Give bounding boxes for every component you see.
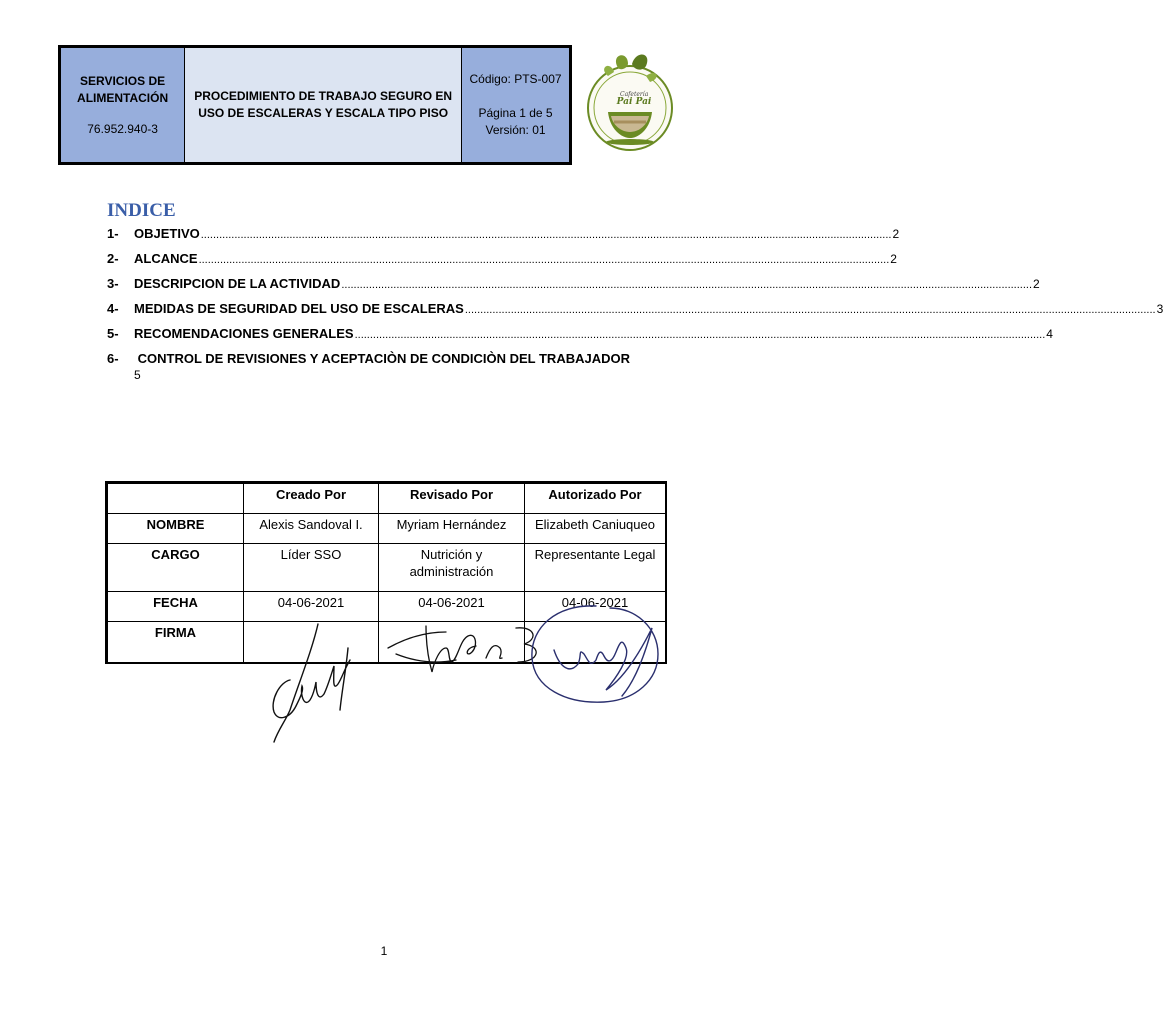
toc-item[interactable]: [107, 226, 900, 251]
row-label: CARGO: [108, 544, 244, 592]
toc-item[interactable]: [107, 276, 1040, 301]
company-cell: [61, 48, 185, 163]
logo-small-text: Cafetería: [620, 91, 649, 98]
table-cell: Líder SSO: [244, 544, 379, 592]
toc-item-title: ALCANCE: [134, 251, 198, 266]
document-version: Versión: 01: [485, 123, 546, 137]
approval-row-date: [108, 592, 666, 622]
toc-item-title: DESCRIPCION DE LA ACTIVIDAD: [134, 276, 341, 291]
toc-item-page: 3: [1156, 302, 1163, 316]
row-label: FIRMA: [108, 622, 244, 663]
approval-table: [105, 481, 667, 664]
approval-row-role: [108, 544, 666, 592]
toc-item[interactable]: [107, 351, 660, 382]
table-of-contents: [107, 226, 1163, 382]
document-header: [58, 45, 572, 165]
column-header-reviewed: Revisado Por: [379, 484, 525, 514]
table-cell: Nutrición y administración: [379, 544, 525, 592]
row-label: FECHA: [108, 592, 244, 622]
company-name: SERVICIOS DE ALIMENTACIÓN: [77, 73, 169, 105]
table-cell: Myriam Hernández: [379, 514, 525, 544]
signature-cell: [244, 622, 379, 663]
toc-item-number: 2-: [107, 251, 119, 266]
table-cell: Elizabeth Caniuqueo: [525, 514, 666, 544]
toc-leader-dots: ..................................................................................................................................................................................................................................: [464, 304, 1156, 316]
toc-item[interactable]: [107, 251, 897, 276]
toc-leader-dots: ..................................................................................................................................................................................................................................: [200, 229, 892, 241]
table-cell: 04-06-2021: [525, 592, 666, 622]
table-cell: Alexis Sandoval I.: [244, 514, 379, 544]
document-code: Código: PTS-007: [469, 72, 562, 86]
table-cell: 04-06-2021: [244, 592, 379, 622]
approval-corner-cell: [108, 484, 244, 514]
toc-item-title: MEDIDAS DE SEGURIDAD DEL USO DE ESCALERAS: [134, 301, 464, 316]
toc-leader-dots: ..................................................................................................................................................................................................................................: [354, 329, 1046, 341]
toc-item-page: 2: [892, 227, 900, 241]
toc-item-page: 2: [890, 252, 897, 266]
approval-header-row: [108, 484, 666, 514]
toc-item-number: 4-: [107, 301, 119, 316]
toc-item-page: 2: [1033, 277, 1040, 291]
toc-item-title: OBJETIVO: [134, 226, 200, 241]
approval-row-name: [108, 514, 666, 544]
signature-cell: [525, 622, 666, 663]
header-table: [60, 47, 570, 163]
logo-main-text: Pai Pai: [616, 97, 652, 107]
toc-item-number: 5-: [107, 326, 119, 341]
toc-item-page: 5: [134, 368, 141, 382]
toc-item[interactable]: [107, 301, 1163, 326]
page-number: 1: [380, 944, 388, 958]
toc-item-page: 4: [1046, 327, 1053, 341]
index-title: INDICE: [107, 200, 176, 221]
toc-item-number: 6-: [107, 351, 119, 366]
document-title: PROCEDIMIENTO DE TRABAJO SEGURO EN USO DE ESCALERAS Y ESCALA TIPO PISO: [185, 48, 462, 163]
column-header-created: Creado Por: [244, 484, 379, 514]
cafeteria-logo-icon: [580, 46, 680, 164]
toc-leader-dots: ..................................................................................................................................................................................................................................: [198, 254, 890, 266]
table-cell: 04-06-2021: [379, 592, 525, 622]
toc-item-number: 3-: [107, 276, 119, 291]
signature-cell: [379, 622, 525, 663]
toc-item[interactable]: [107, 326, 1053, 351]
row-label: NOMBRE: [108, 514, 244, 544]
toc-leader-dots: ..................................................................................................................................................................................................................................: [341, 279, 1033, 291]
toc-item-number: 1-: [107, 226, 119, 241]
column-header-authorized: Autorizado Por: [525, 484, 666, 514]
table-cell: Representante Legal: [525, 544, 666, 592]
approval-row-signature: [108, 622, 666, 663]
company-rut: 76.952.940-3: [87, 121, 158, 136]
page-count: Página 1 de 5: [478, 106, 553, 120]
toc-item-title: RECOMENDACIONES GENERALES: [134, 326, 354, 341]
toc-item-title: CONTROL DE REVISIONES Y ACEPTACIÒN DE CONDICIÒN DEL TRABAJADOR: [137, 351, 630, 366]
document-code-cell: [462, 48, 570, 163]
